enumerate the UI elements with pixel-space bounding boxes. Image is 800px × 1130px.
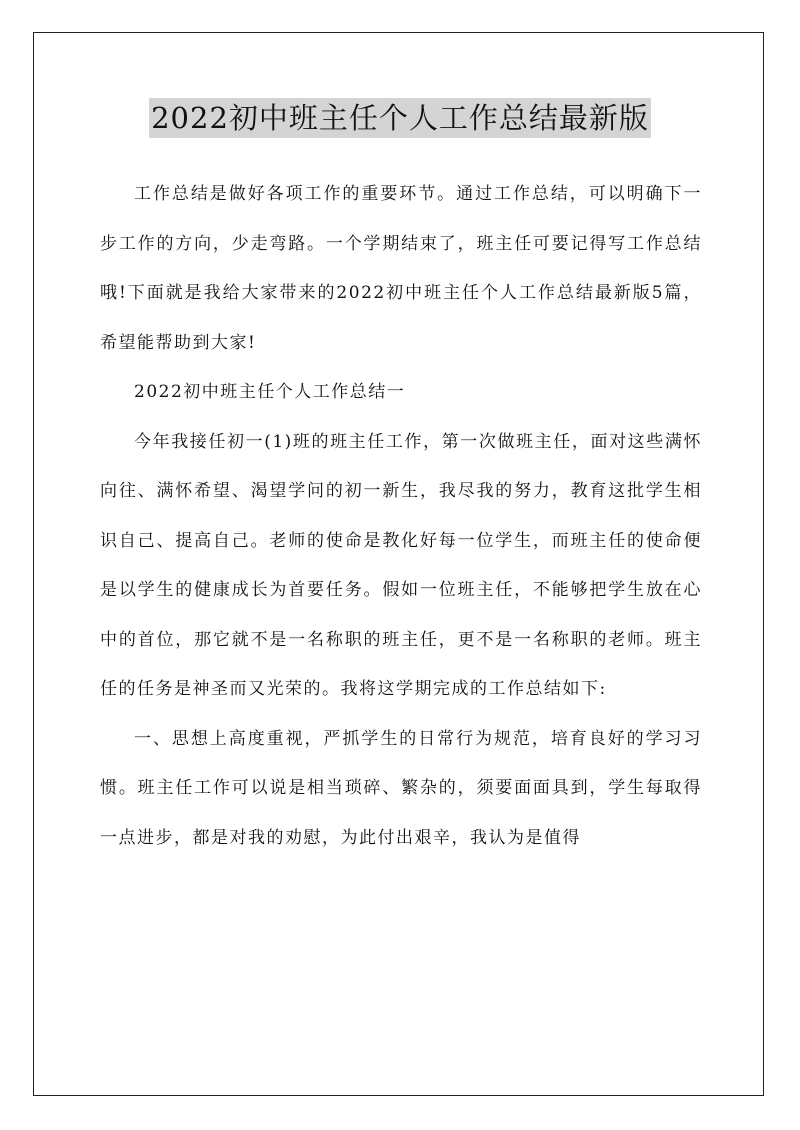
title-container [0,98,800,138]
body-paragraph-1: 今年我接任初一(1)班的班主任工作，第一次做班主任，面对这些满怀向往、满怀希望、渴望学问的初一新生，我尽我的努力，教育这批学生相识自己、提高自己。老师的使命是教化好每一位学生，而班主任的使命便是以学生的健康成长为首要任务。假如一位班主任，不能够把学生放在心中的首位，那它就不是一名称职的班主任，更不是一名称职的老师。班主任的任务是神圣而又光荣的。我将这学期完成的工作总结如下: [100,431,702,699]
body-paragraph-2: 一、思想上高度重视，严抓学生的日常行为规范，培育良好的学习习惯。班主任工作可以说是相当琐碎、繁杂的，须要面面具到，学生每取得一点进步，都是对我的劝慰，为此付出艰辛，我认为是值得 [100,728,702,848]
document-body [100,170,702,863]
intro-paragraph: 工作总结是做好各项工作的重要环节。通过工作总结，可以明确下一步工作的方向，少走弯路。一个学期结束了，班主任可要记得写工作总结哦!下面就是我给大家带来的2022初中班主任个人工作总结最新版5篇，希望能帮助到大家! [100,184,702,353]
section-heading: 2022初中班主任个人工作总结一 [134,382,406,402]
document-title: 2022初中班主任个人工作总结最新版 [149,98,651,138]
